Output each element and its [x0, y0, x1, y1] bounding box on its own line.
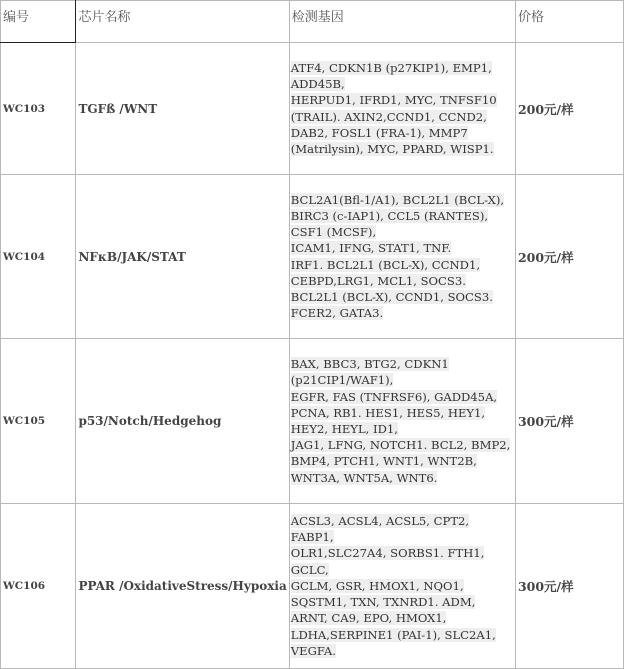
gene-line: BIRC3 (c-IAP1), CCL5 (RANTES), [290, 208, 489, 223]
header-price: 价格 [515, 1, 623, 43]
gene-line: HERPUD1, IFRD1, MYC, TNFSF10 [290, 93, 497, 108]
gene-line: (TRAIL). AXIN2,CCND1, CCND2, [290, 109, 487, 124]
gene-list [289, 175, 515, 339]
header-chip-name: 芯片名称 [76, 1, 289, 43]
chip-price: 300元/样 [515, 504, 623, 669]
chip-price: 200元/样 [515, 175, 623, 339]
gene-line: BMP4, PTCH1, WNT1, WNT2B, [290, 454, 477, 469]
gene-line: CEBPD,LRG1, MCL1, SOCS3. [290, 273, 466, 288]
gene-line: VEGFA. [290, 643, 336, 658]
gene-list [289, 43, 515, 175]
gene-line: WNT3A, WNT5A, WNT6. [290, 470, 438, 485]
gene-line: EGFR, FAS (TNFRSF6), GADD45A, [290, 389, 498, 404]
gene-line: BAX, BBC3, BTG2, CDKN1 [290, 357, 449, 372]
chip-id: WC104 [1, 175, 76, 339]
gene-line: BCL2A1(Bfl-1/A1), BCL2L1 (BCL-X), [290, 192, 505, 207]
gene-line: FCER2, GATA3. [290, 306, 384, 321]
gene-line: HEY2, HEYL, ID1, [290, 422, 398, 436]
gene-line: ADD45B, [290, 77, 345, 92]
gene-list [289, 339, 515, 504]
gene-line: ICAM1, IFNG, STAT1, TNF. [290, 241, 452, 256]
table-header-row [1, 1, 624, 43]
chip-price: 200元/样 [515, 43, 623, 175]
gene-line: BCL2L1 (BCL-X), CCND1, SOCS3. [290, 289, 493, 304]
gene-line: (Matrilysin), MYC, PPARD, WISP1. [290, 141, 494, 156]
gene-line: PCNA, RB1. HES1, HES5, HEY1, [290, 405, 486, 420]
chip-price: 300元/样 [515, 339, 623, 504]
header-id: 编号 [1, 1, 76, 43]
gene-line: OLR1,SLC27A4, SORBS1. FTH1, [290, 546, 485, 561]
gene-list [289, 504, 515, 669]
gene-line: ARNT, CA9, EPO, HMOX1, [290, 611, 447, 626]
gene-line: JAG1, LFNG, NOTCH1. BCL2, BMP2, [290, 438, 511, 453]
table-row [1, 43, 624, 175]
table-row [1, 339, 624, 504]
gene-line: IRF1. BCL2L1 (BCL-X), CCND1, [290, 257, 481, 272]
chip-id: WC105 [1, 339, 76, 504]
gene-line: SQSTM1, TXN, TXNRD1. ADM, [290, 595, 476, 610]
chip-name: p53/Notch/Hedgehog [76, 339, 289, 504]
chip-id: WC106 [1, 504, 76, 669]
chip-id: WC103 [1, 43, 76, 175]
gene-line: GCLM, GSR, HMOX1, NQO1, [290, 578, 464, 593]
gene-line: DAB2, FOSL1 (FRA-1), MMP7 [290, 125, 468, 140]
gene-line: ACSL3, ACSL4, ACSL5, CPT2, FABP1, [290, 514, 470, 545]
chip-name: NFκB/JAK/STAT [76, 175, 289, 339]
chip-name: TGFß /WNT [76, 43, 289, 175]
table-row [1, 504, 624, 669]
gene-line: LDHA,SERPINE1 (PAI-1), SLC2A1, [290, 627, 496, 642]
gene-line: GCLC, [290, 562, 329, 577]
gene-line: (p21CIP1/WAF1), [290, 373, 394, 388]
gene-line: CSF1 (MCSF), [290, 225, 377, 240]
chip-name: PPAR /OxidativeStress/Hypoxia [76, 504, 289, 669]
table-row [1, 175, 624, 339]
gene-line: ATF4, CDKN1B (p27KIP1), EMP1, [290, 60, 492, 75]
header-genes: 检测基因 [289, 1, 515, 43]
